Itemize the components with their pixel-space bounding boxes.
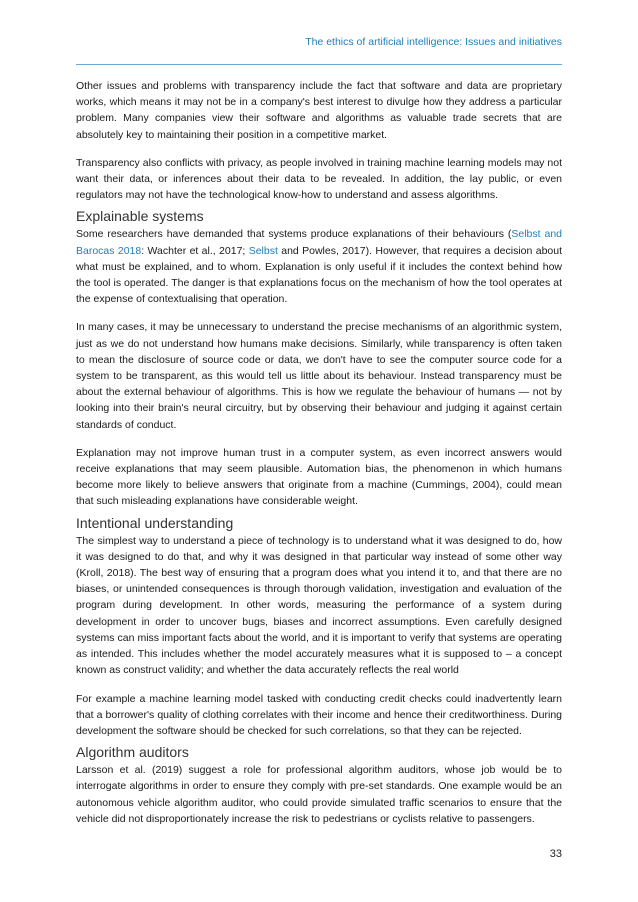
page-number: 33: [549, 848, 562, 860]
citation-link[interactable]: Selbst: [248, 244, 278, 257]
paragraph: Transparency also conflicts with privacy, as people involved in training machine learning models may not want their data, or inferences about their data to be revealed. In addition, the lay public, or even regulators may not have the technological know-how to understand and assess algorithms.: [76, 156, 562, 202]
header-divider: [76, 64, 562, 65]
text-run: Some researchers have demanded that systems produce explanations of their behaviours (: [76, 228, 512, 241]
citation-link[interactable]: Selbst and Barocas 2018: [76, 228, 562, 257]
paragraph: The simplest way to understand a piece of technology is to understand what it was designed to do, how it was designed to do that, and why it was designed in that particular way instead of some other way (Kroll, 2018). The best way of ensuring that a program does what you intend it to, and that there are no biases, or unintended consequences is through thorough validation, investigation and evaluation of the program during development. In other words, measuring the performance of a system during development in order to uncover bugs, biases and incorrect assumptions. Even carefully designed systems can miss important facts about the world, and it is important to verify that systems are operating as intended. This includes whether the model accurately measures what it is supposed to – a concept known as construct validity; and whether the data accurately reflects the real world: [76, 534, 562, 677]
paragraph: Other issues and problems with transparency include the fact that software and data are proprietary works, which means it may not be in a company's best interest to divulge how they address a particular problem. Many companies view their software and algorithms as valuable trade secrets that are absolutely key to maintaining their position in a competitive market.: [76, 80, 562, 141]
paragraph: In many cases, it may be unnecessary to understand the precise mechanisms of an algorithmic system, just as we do not understand how humans make decisions. Similarly, while transparency is often taken to mean the disclosure of source code or data, we don't have to see the computer source code for a system to be transparent, as this would tell us little about its behaviour. Instead transparency must be about the external behaviour of algorithms. This is how we regulate the behaviour of humans — not by looking into their brain's neural circuitry, but by observing their behaviour and judging it against certain standards of conduct.: [76, 321, 562, 431]
paragraph: Explanation may not improve human trust in a computer system, as even incorrect answers would receive explanations that may seem plausible. Automation bias, the phenomenon in which humans become more likely to believe answers that originate from a machine (Cummings, 2004), could mean that such misleading explanations have considerable weight.: [76, 446, 562, 508]
section-heading-auditors: Algorithm auditors: [76, 744, 189, 761]
paragraph: [76, 226, 562, 307]
text-run: : Wachter et al., 2017;: [141, 244, 249, 257]
section-heading-explainable: Explainable systems: [76, 208, 204, 225]
page-body: [76, 78, 562, 827]
running-header: The ethics of artificial intelligence: Issues and initiatives: [305, 36, 562, 48]
paragraph: Larsson et al. (2019) suggest a role for professional algorithm auditors, whose job would be to interrogate algorithms in order to ensure they comply with pre-set standards. One example would be an autonomous vehicle algorithm auditor, who could provide simulated traffic scenarios to ensure that the vehicle did not disproportionately increase the risk to pedestrians or cyclists relative to passengers.: [76, 764, 562, 825]
section-heading-intentional: Intentional understanding: [76, 514, 234, 531]
text-run: and Powles, 2017). However, that requires a decision about what must be explained, and to whom. Explanation is only useful if it includes the context behind how the tool is operated. The danger is that explanations focus on the mechanism of how the tool operates at the expense of contextualising that operation.: [76, 244, 562, 306]
paragraph: For example a machine learning model tasked with conducting credit checks could inadvertently learn that a borrower's quality of clothing correlates with their income and hence their creditworthiness. During development the software should be checked for such correlations, so that they can be rejected.: [76, 692, 562, 737]
